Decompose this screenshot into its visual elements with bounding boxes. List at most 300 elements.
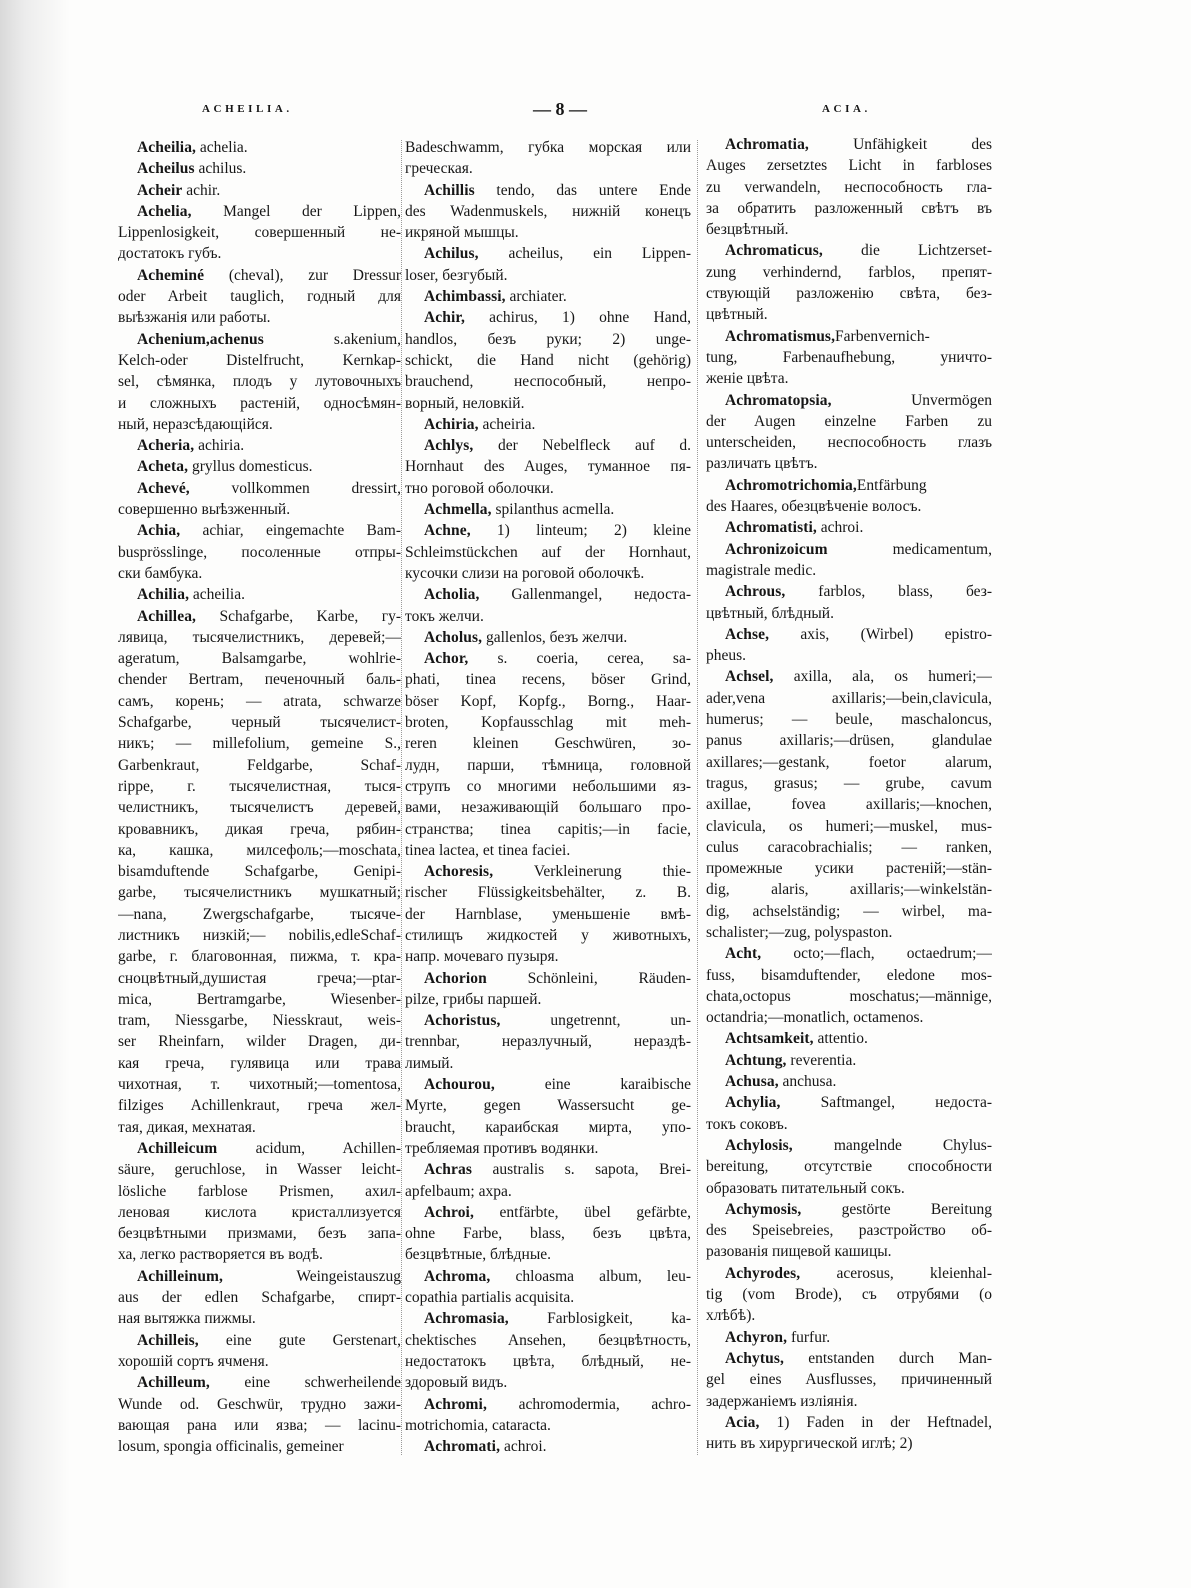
dictionary-line xyxy=(706,411,992,432)
dictionary-line xyxy=(118,222,401,243)
dictionary-line xyxy=(706,1305,992,1326)
headword: Achtsamkeit, xyxy=(725,1030,814,1048)
entry-text: tung, Farbenaufhebung, уничто- xyxy=(706,348,992,366)
dictionary-line xyxy=(405,904,691,925)
dictionary-line xyxy=(118,243,401,264)
headword: Achillea, xyxy=(137,607,197,625)
entry-text: ser Rheinfarn, wilder Dragen, ди- xyxy=(118,1033,401,1051)
dictionary-line xyxy=(706,539,992,560)
dictionary-line xyxy=(405,456,691,477)
dictionary-line xyxy=(118,1181,401,1202)
dictionary-line xyxy=(405,1394,691,1415)
entry-text: acheilia. xyxy=(189,586,245,604)
entry-text: acheiria. xyxy=(478,415,536,433)
entry-text: axillae, fovea axillaris;—knochen, xyxy=(706,796,992,814)
dictionary-line xyxy=(118,1351,401,1372)
entry-text: кая греча, гулявица или трава xyxy=(118,1054,401,1072)
headword: Achilleis, xyxy=(137,1331,199,1349)
entry-text: струпъ со многими небольшими яз- xyxy=(405,777,691,795)
entry-text: des Haares, обезцвѣченіе волосъ. xyxy=(706,498,922,516)
dictionary-line xyxy=(706,666,992,687)
dictionary-line xyxy=(405,882,691,903)
entry-text: fuss, bisamduftender, eledone mos- xyxy=(706,966,992,984)
dictionary-line xyxy=(706,752,992,773)
headword: Achse, xyxy=(725,625,770,643)
entry-text: der Harnblase, уменьшеніе вмѣ- xyxy=(405,905,691,923)
entry-text: mangelnde Chylus- xyxy=(792,1136,992,1154)
entry-text: Hornhaut des Auges, туманное пя- xyxy=(405,458,691,476)
headword: Achtung, xyxy=(725,1051,787,1069)
dictionary-line xyxy=(706,1412,992,1433)
entry-text: листникъ низкій;— nobilis,edleSchaf- xyxy=(118,926,401,944)
entry-text: aus der edlen Schafgarbe, спирт- xyxy=(118,1289,401,1307)
dictionary-line xyxy=(118,797,401,818)
entry-text: bereitung, отсутствіе способности xyxy=(706,1158,992,1176)
entry-text: кусочки слизи на роговой оболочкѣ. xyxy=(405,564,645,582)
dictionary-line xyxy=(405,733,691,754)
entry-text: ворный, неловкій. xyxy=(405,394,525,412)
dictionary-line xyxy=(706,134,992,155)
entry-text: Entfärbung xyxy=(856,476,927,494)
entry-text: безцвѣтный. xyxy=(706,221,789,239)
headword: Acia, xyxy=(725,1413,760,1431)
entry-text: Schafgarbe, Karbe, гу- xyxy=(196,607,401,625)
dictionary-line xyxy=(706,453,992,474)
dictionary-line xyxy=(405,371,691,392)
dictionary-line xyxy=(706,1007,992,1028)
entry-text: sel, сѣмянка, плодъ у лутовочныхъ xyxy=(118,373,401,391)
dictionary-line xyxy=(706,709,992,730)
entry-text: culus caracobrachialis; — ranken, xyxy=(706,838,992,856)
dictionary-line xyxy=(706,837,992,858)
headword: Achir, xyxy=(424,309,465,327)
dictionary-line xyxy=(706,645,992,666)
dictionary-line xyxy=(118,882,401,903)
dictionary-line xyxy=(118,1436,401,1457)
dictionary-line xyxy=(706,922,992,943)
headword: Achillis xyxy=(424,181,475,199)
dictionary-line xyxy=(405,1308,691,1329)
headword: Acheminé xyxy=(137,266,205,284)
dictionary-line xyxy=(706,1050,992,1071)
entry-text: bisamduftende Schafgarbe, Genipi- xyxy=(118,863,401,881)
dictionary-line xyxy=(405,1436,691,1457)
entry-text: ха, легко растворяется въ водѣ. xyxy=(118,1246,323,1264)
entry-text: pheus. xyxy=(706,647,747,665)
entry-text: octo;—flach, octaedrum;— xyxy=(761,945,992,963)
dictionary-line xyxy=(405,180,691,201)
entry-text: tinea lactea, et tinea faciei. xyxy=(405,841,571,859)
headword: Achimbassi, xyxy=(424,288,506,306)
headword: Achorion xyxy=(424,969,487,987)
dictionary-line xyxy=(118,1095,401,1116)
dictionary-line xyxy=(118,435,401,456)
dictionary-line xyxy=(405,542,691,563)
dictionary-line xyxy=(405,1117,691,1138)
dictionary-line xyxy=(118,371,401,392)
entry-text: böser Kopf, Kopfg., Borng., Haar- xyxy=(405,692,691,710)
headword: Achilleicum xyxy=(137,1139,218,1157)
headword: Achor, xyxy=(424,650,469,668)
entry-text: acerosus, kleienhal- xyxy=(800,1264,992,1282)
entry-text: mica, Bertramgarbe, Wiesenber- xyxy=(118,990,401,1008)
headword: Achromaticus, xyxy=(725,242,823,260)
entry-text: недостатокъ цвѣта, блѣдный, не- xyxy=(405,1352,691,1370)
dictionary-line xyxy=(706,1433,992,1454)
dictionary-line xyxy=(706,1284,992,1305)
entry-text: tram, Niessgarbe, Niesskraut, weis- xyxy=(118,1012,401,1030)
entry-text: acidum, Achillen- xyxy=(217,1139,401,1157)
headword: Achromati, xyxy=(424,1438,501,1456)
entry-text: Farblosigkeit, ka- xyxy=(508,1310,691,1328)
headword: Acholus, xyxy=(424,628,483,646)
dictionary-line xyxy=(706,1241,992,1262)
dictionary-line xyxy=(706,517,992,538)
headword: Acheria, xyxy=(137,437,195,455)
entry-text: panus axillaris;—drüsen, glandulae xyxy=(706,732,992,750)
entry-text: filziges Achillenkraut, греча жел- xyxy=(118,1097,401,1115)
dictionary-line xyxy=(118,1053,401,1074)
dictionary-line xyxy=(118,1308,401,1329)
entry-text: achiar, eingemachte Bam- xyxy=(180,522,401,540)
entry-text: acheilus, ein Lippen- xyxy=(478,245,691,263)
dictionary-line xyxy=(706,1199,992,1220)
entry-text: Gallenmangel, недоста- xyxy=(479,586,691,604)
headword: Acheta, xyxy=(137,458,189,476)
dictionary-line xyxy=(706,1327,992,1348)
dictionary-line xyxy=(118,1138,401,1159)
headword: Acht, xyxy=(725,945,762,963)
entry-text: хлѣбѣ). xyxy=(706,1307,756,1325)
dictionary-line xyxy=(118,733,401,754)
entry-text: reren kleinen Geschwüren, зо- xyxy=(405,735,691,753)
dictionary-line xyxy=(118,1266,401,1287)
entry-text: chektisches Ansehen, безцвѣтность, xyxy=(405,1331,691,1349)
entry-text: (cheval), zur Dressur xyxy=(204,266,401,284)
dictionary-line xyxy=(118,478,401,499)
entry-text: требляемая противъ водянки. xyxy=(405,1139,599,1157)
entry-text: Garbenkraut, Feldgarbe, Schaf- xyxy=(118,756,401,774)
dictionary-line xyxy=(706,1178,992,1199)
entry-text: нить въ хирургической иглѣ; 2) xyxy=(706,1435,913,1453)
dictionary-line xyxy=(405,797,691,818)
dictionary-line xyxy=(405,1010,691,1031)
headword: Achras xyxy=(424,1161,472,1179)
dictionary-line xyxy=(405,1095,691,1116)
running-head-right: ACIA. xyxy=(822,103,871,115)
entry-text: различать цвѣтъ. xyxy=(706,455,818,473)
entry-text: чихотная, т. чихотный;—tomentosa, xyxy=(118,1076,401,1094)
entry-text: челистникъ, тысячелистъ деревей, xyxy=(118,799,401,817)
entry-text: Farbenvernich- xyxy=(835,327,930,345)
headword: Achusa, xyxy=(725,1073,779,1091)
entry-text: икряной мышцы. xyxy=(405,224,519,242)
entry-text: ка, кашка, милсефоль;—moschata, xyxy=(118,841,401,859)
entry-text: gryllus domesticus. xyxy=(188,458,313,476)
entry-text: греческая. xyxy=(405,160,473,178)
entry-text: rischer Flüssigkeitsbehälter, z. B. xyxy=(405,884,691,902)
entry-text: s.akenium, xyxy=(263,330,401,348)
dictionary-line xyxy=(405,414,691,435)
entry-text: achir. xyxy=(182,181,221,199)
entry-text: eine schwerheilende xyxy=(209,1374,401,1392)
entry-text: eine gute Gerstenart, xyxy=(198,1331,401,1349)
dictionary-line xyxy=(405,243,691,264)
dictionary-line xyxy=(405,627,691,648)
dictionary-line xyxy=(118,584,401,605)
dictionary-line xyxy=(405,201,691,222)
entry-text: farblos, blass, без- xyxy=(785,583,992,601)
entry-text: busprösslinge, посоленные отпры- xyxy=(118,543,401,561)
dictionary-line xyxy=(405,861,691,882)
headword: Achroma, xyxy=(424,1267,491,1285)
entry-text: хорошій сортъ ячменя. xyxy=(118,1352,269,1370)
entry-text: ный, неразсѣдающійся. xyxy=(118,415,273,433)
entry-text: Wunde od. Geschwür, трудно зажи- xyxy=(118,1395,401,1413)
entry-text: achirus, 1) ohne Hand, xyxy=(464,309,691,327)
dictionary-line xyxy=(118,904,401,925)
dictionary-line xyxy=(706,262,992,283)
dictionary-line xyxy=(706,879,992,900)
entry-text: ungetrennt, un- xyxy=(500,1012,691,1030)
entry-text: zung verhindernd, farblos, препят- xyxy=(706,263,992,281)
dictionary-line xyxy=(405,755,691,776)
entry-text: trennbar, неразлучный, нераздѣ- xyxy=(405,1033,691,1051)
dictionary-line xyxy=(706,240,992,261)
dictionary-line xyxy=(405,819,691,840)
dictionary-line xyxy=(706,858,992,879)
entry-text: oder Arbeit tauglich, годный для xyxy=(118,288,401,306)
headword: Achelia, xyxy=(137,202,192,220)
entry-text: entfärbte, übel gefärbte, xyxy=(473,1203,691,1221)
dictionary-line xyxy=(405,435,691,456)
entry-text: Myrte, gegen Wassersucht ge- xyxy=(405,1097,691,1115)
dictionary-line xyxy=(405,563,691,584)
entry-text: женіе цвѣта. xyxy=(706,370,789,388)
dictionary-line xyxy=(706,1391,992,1412)
dictionary-line xyxy=(118,542,401,563)
entry-text: chata,octopus moschatus;—männige, xyxy=(706,987,992,1005)
headword: Achlys, xyxy=(424,437,474,455)
dictionary-line xyxy=(118,350,401,371)
entry-text: —nana, Zwergschafgarbe, тысяче- xyxy=(118,905,401,923)
dictionary-line xyxy=(118,669,401,690)
headword: Achromatisti, xyxy=(725,519,817,537)
dictionary-line xyxy=(706,901,992,922)
dictionary-line xyxy=(118,1202,401,1223)
headword: Achyron, xyxy=(725,1328,788,1346)
entry-text: gallenlos, безъ желчи. xyxy=(482,628,628,646)
headword: Achromi, xyxy=(424,1395,487,1413)
dictionary-line xyxy=(118,520,401,541)
entry-text: achiria. xyxy=(194,437,245,455)
dictionary-line xyxy=(118,1010,401,1031)
entry-text: Verkleinerung thie- xyxy=(493,863,691,881)
dictionary-line xyxy=(706,794,992,815)
headword: Achymosis, xyxy=(725,1200,802,1218)
dictionary-line xyxy=(118,329,401,350)
entry-text: кровавникъ, дикая греча, рябин- xyxy=(118,820,401,838)
dictionary-line xyxy=(706,1156,992,1177)
dictionary-line xyxy=(706,624,992,645)
entry-text: handlos, безъ руки; 2) unge- xyxy=(405,330,691,348)
entry-text: reverentia. xyxy=(786,1051,857,1069)
headword: Achronizoicum xyxy=(725,540,828,558)
headword: Achyrodes, xyxy=(725,1264,801,1282)
entry-text: вами, незаживающій большаго про- xyxy=(405,799,691,817)
dictionary-line xyxy=(405,1053,691,1074)
dictionary-line xyxy=(706,943,992,964)
dictionary-line xyxy=(706,816,992,837)
entry-text: безцвѣтными призмами, безъ запа- xyxy=(118,1225,401,1243)
dictionary-line xyxy=(118,691,401,712)
entry-text: der Augen einzelne Farben zu xyxy=(706,412,992,430)
dictionary-line xyxy=(405,478,691,499)
dictionary-line xyxy=(118,925,401,946)
dictionary-line xyxy=(706,432,992,453)
dictionary-line xyxy=(118,627,401,648)
entry-text: лимый. xyxy=(405,1054,454,1072)
dictionary-line xyxy=(118,606,401,627)
dictionary-line xyxy=(118,712,401,733)
entry-text: 1) Faden in der Heftnadel, xyxy=(759,1413,992,1431)
entry-text: ствующій разложенію свѣта, без- xyxy=(706,285,992,303)
entry-text: australis s. sapota, Brei- xyxy=(471,1161,691,1179)
entry-text: образовать питательный сокъ. xyxy=(706,1179,905,1197)
entry-text: разованія пищевой кашицы. xyxy=(706,1243,892,1261)
dictionary-line xyxy=(405,606,691,627)
entry-text: achroi. xyxy=(500,1438,547,1456)
dictionary-line xyxy=(706,1220,992,1241)
entry-text: странства; tinea capitis;—in facie, xyxy=(405,820,691,838)
entry-text: s. coeria, cerea, sa- xyxy=(468,650,691,668)
entry-text: zu verwandeln, неспособность гла- xyxy=(706,178,992,196)
entry-text: achelia. xyxy=(196,139,248,156)
dictionary-line xyxy=(706,475,992,496)
entry-text: токъ соковъ. xyxy=(706,1115,788,1133)
entry-text: за обратить разложенный свѣтъ въ xyxy=(706,199,992,217)
dictionary-line xyxy=(118,755,401,776)
dictionary-line xyxy=(706,1071,992,1092)
entry-text: лявица, тысячелистникъ, деревей;— xyxy=(118,628,401,646)
entry-text: ohne Farbe, blass, безъ цвѣта, xyxy=(405,1225,691,1243)
dictionary-line xyxy=(405,1415,691,1436)
headword: Acholia, xyxy=(424,586,480,604)
entry-text: losum, spongia officinalis, gemeiner xyxy=(118,1438,344,1456)
dictionary-line xyxy=(118,861,401,882)
entry-text: ная вытяжка пижмы. xyxy=(118,1310,256,1328)
headword: Achroi, xyxy=(424,1203,474,1221)
dictionary-line xyxy=(405,584,691,605)
headword: Achia, xyxy=(137,522,181,540)
entry-text: никъ; — millefolium, gemeine S., xyxy=(118,735,401,753)
entry-text: braucht, караибская мирта, упо- xyxy=(405,1118,691,1136)
dictionary-line xyxy=(706,1114,992,1135)
dictionary-line xyxy=(405,222,691,243)
dictionary-line xyxy=(118,1394,401,1415)
entry-text: токъ желчи. xyxy=(405,607,484,625)
entry-text: garbe, тысячелистникъ мушкатный; xyxy=(118,884,401,902)
dictionary-line xyxy=(706,688,992,709)
entry-text: стилищъ жидкостей у животныхъ, xyxy=(405,926,691,944)
entry-text: tig (vom Brode), съ отрубями (о xyxy=(706,1286,992,1304)
dictionary-line xyxy=(118,776,401,797)
entry-text: humerus; — beule, maschaloncus, xyxy=(706,711,992,729)
entry-text: dig, alaris, axillaris;—winkelstän- xyxy=(706,881,992,899)
dictionary-line xyxy=(118,137,401,158)
dictionary-line xyxy=(405,1287,691,1308)
entry-text: dig, achselständig; — wirbel, ma- xyxy=(706,902,992,920)
dictionary-line xyxy=(706,368,992,389)
dictionary-line xyxy=(118,1372,401,1393)
headword: Achromotrichomia, xyxy=(725,476,857,494)
dictionary-line xyxy=(706,1028,992,1049)
entry-text: phati, tinea recens, böser Grind, xyxy=(405,671,691,689)
dictionary-line xyxy=(706,1135,992,1156)
headword: Achoresis, xyxy=(424,863,494,881)
entry-text: achromodermia, achro- xyxy=(486,1395,691,1413)
dictionary-line xyxy=(706,1348,992,1369)
dictionary-line xyxy=(118,201,401,222)
column-right xyxy=(706,134,992,1454)
scan-edge-shadow xyxy=(0,0,70,1588)
column-middle xyxy=(405,137,691,1457)
entry-text: des Speisebreies, разстройство об- xyxy=(706,1222,992,1240)
entry-text: лудн, парши, тѣмница, головной xyxy=(405,756,691,774)
entry-text: Kelch-oder Distelfrucht, Kernkap- xyxy=(118,351,401,369)
dictionary-line xyxy=(706,283,992,304)
dictionary-line xyxy=(118,180,401,201)
page-number: — 8 — xyxy=(533,99,587,119)
dictionary-line xyxy=(118,1287,401,1308)
headword: Achsel, xyxy=(725,668,774,686)
headword: Acheir xyxy=(137,181,183,199)
entry-text: цвѣтный, блѣдный. xyxy=(706,604,834,622)
dictionary-line xyxy=(118,307,401,328)
dictionary-line xyxy=(706,1263,992,1284)
dictionary-line xyxy=(405,329,691,350)
dictionary-line xyxy=(405,840,691,861)
headword: Achromatismus, xyxy=(725,327,836,345)
dictionary-line xyxy=(706,304,992,325)
entry-text: attentio. xyxy=(813,1030,868,1048)
dictionary-line xyxy=(706,326,992,347)
entry-text: schalister;—zug, polyspaston. xyxy=(706,923,893,941)
headword: Acheilus xyxy=(137,160,195,178)
dictionary-line xyxy=(405,1351,691,1372)
dictionary-line xyxy=(405,946,691,967)
entry-text: леновая кислота кристаллизуется xyxy=(118,1203,401,1221)
dictionary-line xyxy=(118,1159,401,1180)
entry-text: garbe, г. благовонная, пижма, т. кра- xyxy=(118,948,401,966)
entry-text: achroi. xyxy=(816,519,864,537)
entry-text: выѣзжанія или работы. xyxy=(118,309,271,327)
headword: Achilleinum, xyxy=(137,1267,224,1285)
entry-text: тно роговой оболочки. xyxy=(405,479,554,497)
dictionary-line xyxy=(405,968,691,989)
headword: Achiria, xyxy=(424,415,479,433)
dictionary-line xyxy=(706,965,992,986)
dictionary-line xyxy=(405,1181,691,1202)
dictionary-line xyxy=(405,1244,691,1265)
dictionary-line xyxy=(706,581,992,602)
entry-text: clavicula, os humeri;—muskel, mus- xyxy=(706,817,992,835)
dictionary-line xyxy=(118,393,401,414)
dictionary-line xyxy=(706,198,992,219)
entry-text: Schafgarbe, черный тысячелист- xyxy=(118,714,401,732)
entry-text: Lippenlosigkeit, совершенный не- xyxy=(118,224,401,242)
entry-text: spilanthus acmella. xyxy=(491,501,615,519)
